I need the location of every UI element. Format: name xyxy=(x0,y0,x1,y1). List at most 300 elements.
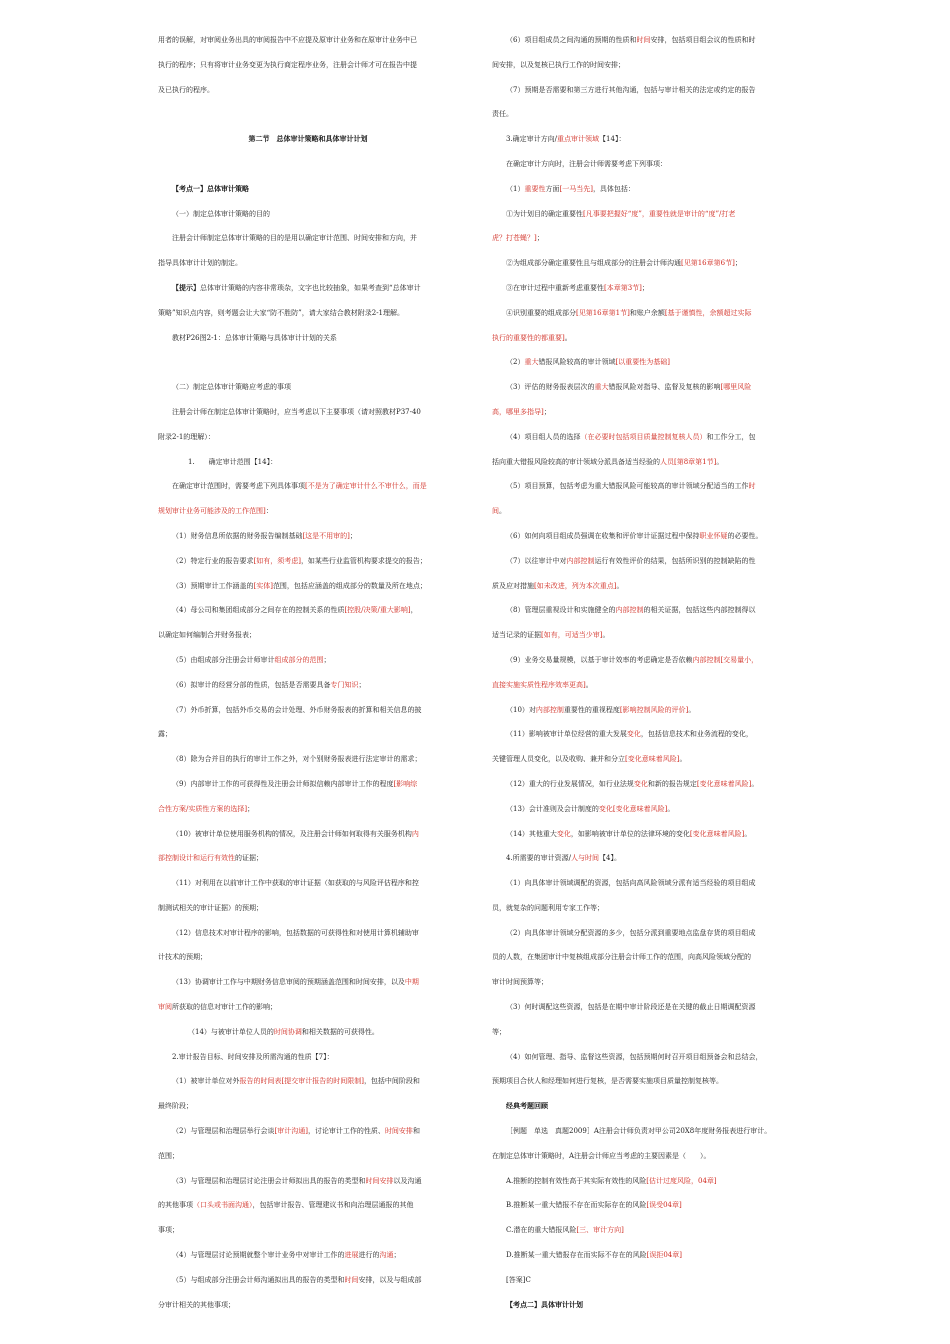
body-text: C.潜在的重大错报风险 xyxy=(506,1226,577,1235)
section-heading xyxy=(158,127,458,152)
body-text: [答案]C xyxy=(506,1275,531,1284)
body-text: 范围； xyxy=(158,1151,179,1160)
body-text: 运行有效性评价的结果，包括所识别的控制缺陷的性 xyxy=(594,556,756,565)
body-text: ， xyxy=(410,606,418,615)
body-text: （2）与管理层和治理层举行会谈 xyxy=(172,1127,275,1136)
text-line xyxy=(492,1243,792,1268)
body-text: （7）预期是否需要和第三方进行其他沟通，包括与审计相关的法定或约定的报告 xyxy=(506,85,756,94)
text-line xyxy=(492,1169,792,1194)
annotation-text: 时间协调 xyxy=(273,1027,302,1036)
topic-heading xyxy=(158,177,458,202)
body-text: 。 xyxy=(602,631,610,640)
body-text: 在确定审计方向时，注册会计师需要考虑下列事项： xyxy=(506,159,667,168)
body-text: （一）制定总体审计策略的目的 xyxy=(172,209,270,218)
annotation-text: 进展 xyxy=(344,1251,359,1260)
body-text: 。 xyxy=(564,333,572,342)
annotation-text: 时间 xyxy=(636,36,651,44)
body-text: （6）拟审计的经营分部的性质，包括是否需要具备 xyxy=(172,680,331,689)
body-text: 注册会计师在制定总体审计策略时，应当考虑以下主要事项（请对照教材P37-40 xyxy=(172,407,421,416)
text-line xyxy=(158,276,458,301)
body-text: 在制定总体审计策略时，A注册会计师应当考虑的主要因素是（ ）。 xyxy=(492,1151,711,1160)
body-text: 3.确定审计方向/ xyxy=(506,135,558,144)
annotation-text: 内部控制 xyxy=(535,705,564,714)
annotation-text: [以重要性为基础] xyxy=(615,358,670,367)
text-line xyxy=(492,772,792,797)
annotation-text: [误受04章] xyxy=(646,1201,682,1210)
text-line xyxy=(158,623,458,648)
text-line xyxy=(158,53,458,78)
annotation-text: 合性方案/实质性方案的选择] xyxy=(158,804,248,813)
annotation-text: 变化[变化意味着风险] xyxy=(598,804,668,813)
text-line xyxy=(158,1144,458,1169)
body-text: 括向重大错报风险较高的审计领域分派具备适当经验的 xyxy=(492,457,660,466)
body-text: ； xyxy=(247,804,255,813)
text-line xyxy=(492,474,792,499)
body-text: （11）影响被审计单位经营的重大发展 xyxy=(506,730,627,739)
annotation-text: 虎？打苍蝇？] xyxy=(492,234,537,243)
text-line xyxy=(158,499,458,524)
text-line xyxy=(492,177,792,202)
body-text: 的必要性。 xyxy=(727,531,763,540)
body-text: 质及应对措施 xyxy=(492,581,534,590)
body-text: ，包括审计报告、管理建议书和向治理层通报的其他 xyxy=(252,1201,414,1210)
body-text: 。 xyxy=(688,705,696,714)
body-text: 和新的报告规定 xyxy=(647,779,697,788)
body-text: （1） xyxy=(506,184,525,193)
annotation-text: [哪里风险 xyxy=(720,383,752,392)
body-text: 。 xyxy=(585,680,593,689)
body-text: 的证据； xyxy=(235,854,263,863)
body-text: 预期项目合伙人和经理如何进行复核，是否需要实施项目质量控制复核等。 xyxy=(492,1077,723,1086)
annotation-text: [变化意味着风险] xyxy=(625,755,680,764)
body-text: （5）与组成部分注册会计师沟通拟出具的报告的类型和 xyxy=(172,1275,345,1284)
body-text: ③在审计过程中重新考虑重要性 xyxy=(506,283,604,292)
body-text: （5）项目预算，包括考虑为重大错报风险可能较高的审计领域分配适当的工作 xyxy=(506,482,749,491)
text-line xyxy=(492,921,792,946)
body-text: （2）向具体审计领域分配资源的多少，包括分派到重要地点监盘存货的项目组成 xyxy=(506,928,756,937)
body-text: （13）会计准则及会计制度的 xyxy=(506,804,599,813)
annotation-text: 重要性 xyxy=(524,184,546,193)
body-text: 。 xyxy=(616,581,624,590)
body-text: （9）内部审计工作的可获得性及注册会计师拟信赖内部审计工作的程度 xyxy=(172,779,394,788)
text-line xyxy=(158,921,458,946)
body-text: 以确定如何编制合并财务报表； xyxy=(158,631,256,640)
text-line xyxy=(492,1144,792,1169)
body-text: （1）被审计单位对外 xyxy=(172,1077,240,1086)
body-text: 和相关数据的可获得性。 xyxy=(301,1027,379,1036)
text-line xyxy=(492,1193,792,1218)
body-text: 间安排，以及复核已执行工作的时间安排； xyxy=(492,60,625,69)
body-text: 安排，包括项目组会议的性质和时 xyxy=(650,36,756,44)
text-line xyxy=(158,673,458,698)
text-line xyxy=(158,722,458,747)
text-line xyxy=(492,350,792,375)
body-text: 第二节 总体审计策略和具体审计计划 xyxy=(248,134,368,144)
text-line xyxy=(492,1069,792,1094)
body-text: （10）对 xyxy=(506,705,536,714)
annotation-text: 时间安排 xyxy=(365,1176,394,1185)
annotation-text: 间 xyxy=(492,507,499,516)
body-text: （10）被审计单位使用服务机构的情况，及注册会计师如何取得有关服务机构 xyxy=(172,829,412,838)
topic-heading xyxy=(492,1094,792,1119)
annotation-text: 重大 xyxy=(524,358,539,367)
body-text: ，具体包括： xyxy=(592,184,635,193)
body-text: （7）以往审计中对 xyxy=(506,556,567,565)
body-text: （7）外币折算，包括外币交易的会计处理、外币财务报表的折算和相关信息的披 xyxy=(172,705,422,714)
annotation-text: [实体] xyxy=(253,581,273,590)
body-text: （1）向具体审计领域调配的资源，包括向高风险领域分派有适当经验的项目组成 xyxy=(506,879,756,888)
text-line xyxy=(158,226,458,251)
text-line xyxy=(158,1169,458,1194)
annotation-text: [基于谨慎性，余额超过实际 xyxy=(664,308,752,317)
annotation-text: 变化 xyxy=(626,730,641,739)
body-text: （二）制定总体审计策略应考虑的事项 xyxy=(172,383,291,392)
text-line xyxy=(158,28,458,53)
annotation-text: [如有，须考虑] xyxy=(253,556,301,565)
text-line xyxy=(492,1045,792,1070)
annotation-text: 规划审计业务可能涉及的工作范围] xyxy=(158,507,266,516)
annotation-text: 时间 xyxy=(344,1275,359,1284)
body-text: 【考点一】总体审计策略 xyxy=(172,183,249,193)
body-text: 所获取的信息对审计工作的影响； xyxy=(172,1003,277,1012)
body-text: （4）项目组人员的选择 xyxy=(506,432,581,441)
text-line xyxy=(158,1193,458,1218)
body-text: （4）与管理层讨论预期就整个审计业务中对审计工作的 xyxy=(172,1251,345,1260)
body-text: 和账户余额 xyxy=(629,308,665,317)
body-text: 。 xyxy=(679,755,687,764)
text-line xyxy=(158,78,458,103)
body-text: ，包括中间阶段和 xyxy=(363,1077,420,1086)
text-line xyxy=(492,871,792,896)
body-text: （2）特定行业的报告要求 xyxy=(172,556,254,565)
body-text: 。 xyxy=(667,804,675,813)
body-text: D.推断某一重大错报存在而实际不存在的风险 xyxy=(506,1251,647,1260)
text-line xyxy=(158,598,458,623)
text-line xyxy=(492,1218,792,1243)
body-text: （3）评估的财务报表层次的 xyxy=(506,383,595,392)
body-text: 方面 xyxy=(545,184,560,193)
body-text: ； xyxy=(641,283,649,292)
text-line xyxy=(492,202,792,227)
text-line xyxy=(492,53,792,78)
text-line xyxy=(158,1069,458,1094)
annotation-text: [影响控制风险的评价] xyxy=(619,705,689,714)
annotation-text: [不是为了确定审计什么不审什么，而是 xyxy=(305,482,427,491)
text-line xyxy=(492,574,792,599)
body-text: ； xyxy=(393,1251,401,1260)
annotation-text: 中期 xyxy=(404,978,419,987)
body-text: （3）与管理层和治理层讨论注册会计师拟出具的报告的类型和 xyxy=(172,1176,366,1185)
annotation-text: [如未改进，列为本次重点] xyxy=(534,581,617,590)
text-line xyxy=(492,822,792,847)
body-text: 安排，以及与组成部 xyxy=(358,1275,422,1284)
annotation-text: [变化意味着风险] xyxy=(689,829,745,838)
body-text: 【提示】 xyxy=(172,282,200,292)
text-line xyxy=(492,846,792,871)
text-line xyxy=(492,722,792,747)
body-text: 策略”知识点内容，则考题会让大家“防不胜防”，请大家结合教材附录2-1理解。 xyxy=(158,308,405,317)
text-line xyxy=(492,623,792,648)
body-text: ； xyxy=(734,259,742,268)
body-text: （11）对利用在以前审计工作中获取的审计证据（如获取的与风险评估程序和控 xyxy=(172,879,419,888)
text-line xyxy=(158,772,458,797)
text-line xyxy=(158,945,458,970)
text-line xyxy=(492,797,792,822)
body-text: 分审计相关的其他事项； xyxy=(158,1300,235,1309)
body-text: ； xyxy=(543,407,551,416)
body-text: 露； xyxy=(158,730,172,739)
body-text: （4）母公司和集团组成部分之间存在的控制关系的性质 xyxy=(172,606,345,615)
annotation-text: [估计过度风险，04章] xyxy=(646,1176,717,1185)
text-line xyxy=(492,945,792,970)
body-text: 和 xyxy=(412,1127,420,1136)
text-line xyxy=(158,995,458,1020)
body-text: 和工作分工，包 xyxy=(706,432,756,441)
body-text: 。 xyxy=(744,829,752,838)
annotation-text: 内部控制[交易量小， xyxy=(692,655,759,664)
text-line xyxy=(158,1268,458,1293)
text-line xyxy=(158,524,458,549)
right-column xyxy=(492,28,792,1317)
text-line xyxy=(158,400,458,425)
body-text: （12）信息技术对审计程序的影响，包括数据的可获得性和对使用计算机辅助审 xyxy=(172,928,419,937)
body-text: ； xyxy=(536,234,544,243)
text-line xyxy=(492,375,792,400)
text-line xyxy=(158,896,458,921)
body-text: 错报风险较高的审计领域 xyxy=(538,358,616,367)
body-text: （6）项目组成员之间沟通的预期的性质和 xyxy=(506,36,637,44)
body-text: ，包括信息技术和业务流程的变化， xyxy=(640,730,753,739)
body-text: ②为组成部分确定重要性且与组成部分的注册会计师沟通 xyxy=(506,259,681,268)
text-line xyxy=(158,846,458,871)
body-text: 及已执行的程序。 xyxy=(158,85,214,94)
text-line xyxy=(492,524,792,549)
body-text: 员的人数，在集团审计中复核组成部分注册会计师工作的范围，向高风险领域分配的 xyxy=(492,953,751,962)
body-text: 错报风险对指导、监督及复核的影响 xyxy=(608,383,721,392)
text-line xyxy=(158,1243,458,1268)
annotation-text: 组成部分的范围 xyxy=(274,655,324,664)
text-line xyxy=(492,747,792,772)
text-line xyxy=(158,375,458,400)
text-line xyxy=(158,251,458,276)
annotation-text: 时 xyxy=(748,482,756,491)
body-text: 2.审计报告目标、时间安排及所需沟通的性质【7】： xyxy=(172,1052,334,1061)
annotation-text: [本章第3节] xyxy=(604,283,642,292)
annotation-text: 内部控制 xyxy=(615,606,644,615)
text-line xyxy=(492,425,792,450)
body-text: 重要性的重视程度 xyxy=(563,705,620,714)
annotation-text: 高，哪里多指导] xyxy=(492,407,544,416)
body-text: （14）其他重大 xyxy=(506,829,557,838)
annotation-text: 职业怀疑 xyxy=(699,531,728,540)
text-line xyxy=(492,400,792,425)
body-text: （1）财务信息所依据的财务报告编制基础 xyxy=(172,531,303,540)
body-text: ； xyxy=(358,680,366,689)
text-line xyxy=(492,648,792,673)
text-line xyxy=(492,598,792,623)
body-text: ［例题 单选 真题2009］A注册会计师负责对甲公司20X8年度财务报表进行审计。 xyxy=(506,1127,772,1136)
body-text: 等； xyxy=(492,1027,506,1036)
annotation-text: 执行的重要性的都重要] xyxy=(492,333,565,342)
body-text: 事项； xyxy=(158,1226,179,1235)
annotation-text: 重大 xyxy=(594,383,609,392)
body-text: 的相关证据，包括这些内部控制得以 xyxy=(643,606,756,615)
annotation-text: [如有，可适当少审] xyxy=(541,631,603,640)
body-text: 在确定审计范围时，需要考虑下列具体事项 xyxy=(172,482,305,491)
text-line xyxy=(158,1045,458,1070)
body-text: （6）如何向项目组成员强调在收集和评价审计证据过程中保持 xyxy=(506,531,700,540)
annotation-text: 部控制设计和运行有效性 xyxy=(158,854,235,863)
annotation-text: [一马当先] xyxy=(559,184,593,193)
body-text: 【考点二】具体审计计划 xyxy=(506,1299,583,1309)
text-line xyxy=(158,970,458,995)
body-text: 员，就复杂的问题利用专家工作等； xyxy=(492,903,604,912)
body-text: 总体审计策略的内容非常琐杂，文字也比较抽象，如果考查到“总体审计 xyxy=(200,283,421,292)
annotation-text: 人与时间 xyxy=(571,854,600,863)
text-line xyxy=(158,747,458,772)
text-line xyxy=(158,1094,458,1119)
body-text: 经典考题回顾 xyxy=(506,1101,548,1111)
text-line xyxy=(158,474,458,499)
annotation-text: [变化意味着风险] xyxy=(696,779,752,788)
body-text: ； xyxy=(349,531,357,540)
text-line xyxy=(492,78,792,103)
annotation-text: 内 xyxy=(411,829,419,838)
body-text: ； xyxy=(323,655,331,664)
text-line xyxy=(492,450,792,475)
body-text: 的其他事项 xyxy=(158,1201,193,1210)
text-line xyxy=(158,425,458,450)
text-line xyxy=(492,276,792,301)
text-line xyxy=(492,1268,792,1293)
annotation-text: [凡事要把握好“度”，重要性就是审计的“度”/打老 xyxy=(583,209,736,218)
body-text: （5）由组成部分注册会计师审计 xyxy=(172,655,275,664)
annotation-text: 重点审计领域 xyxy=(557,135,600,144)
annotation-text: 直接实施实质性程序效率更高] xyxy=(492,680,586,689)
annotation-text: 审阅 xyxy=(158,1003,172,1012)
blank-line xyxy=(158,102,458,127)
text-line xyxy=(492,499,792,524)
body-text: B.推断某一重大错报不存在而实际存在的风险 xyxy=(506,1201,647,1210)
annotation-text: [误拒04章] xyxy=(646,1251,682,1260)
text-line xyxy=(492,1119,792,1144)
annotation-text: 沟通 xyxy=(379,1251,394,1260)
annotation-text: [见第16章第1节] xyxy=(576,308,630,317)
text-line xyxy=(492,326,792,351)
blank-line xyxy=(158,152,458,177)
text-line xyxy=(158,549,458,574)
annotation-text: [这是不用审的] xyxy=(302,531,350,540)
topic-heading xyxy=(492,1293,792,1318)
body-text: 关键管理人员变化，以及收购、兼并和分立 xyxy=(492,755,625,764)
annotation-text: [审计沟通] xyxy=(274,1127,308,1136)
text-line xyxy=(492,127,792,152)
body-text: （4）如何管理、指导、监督这些资源，包括预期何时召开项目组预备会和总结会， xyxy=(506,1052,763,1061)
text-line xyxy=(492,549,792,574)
body-text: ④识别重要的组成部分 xyxy=(506,308,576,317)
text-line xyxy=(158,1119,458,1144)
annotation-text: 专门知识 xyxy=(330,680,359,689)
body-text: （9）业务交易量规模，以基于审计效率的考虑确定是否依赖 xyxy=(506,655,693,664)
text-line xyxy=(158,1293,458,1318)
text-line xyxy=(158,871,458,896)
annotation-text: 报告的时间表[提交审计报告的时间限制] xyxy=(239,1077,364,1086)
text-line xyxy=(158,1218,458,1243)
body-text: ： xyxy=(265,507,273,516)
text-line xyxy=(158,574,458,599)
left-column xyxy=(158,28,458,1317)
text-line xyxy=(158,698,458,723)
text-line xyxy=(492,102,792,127)
text-line xyxy=(492,226,792,251)
annotation-text: （口头或书面沟通） xyxy=(193,1201,253,1210)
body-text: 附录2-1的理解）： xyxy=(158,432,215,441)
text-line xyxy=(492,28,792,53)
text-line xyxy=(492,152,792,177)
text-line xyxy=(492,970,792,995)
body-text: ①为计划目的确定重要性 xyxy=(506,209,583,218)
text-line xyxy=(158,648,458,673)
body-text: 审计时间预算等； xyxy=(492,978,548,987)
body-text: （8）管理层重视设计和实施健全的 xyxy=(506,606,616,615)
annotation-text: （在必要时包括项目质量控制复核人员） xyxy=(580,432,707,441)
annotation-text: [影响综 xyxy=(393,779,418,788)
body-text: ，如影响被审计单位的法律环境的变化 xyxy=(570,829,690,838)
body-text: 教材P26图2-1：总体审计策略与具体审计计划的关系 xyxy=(172,333,337,342)
body-text: （14）与被审计单位人员的 xyxy=(188,1027,274,1036)
body-text: 用者的误解，对审阅业务出具的审阅报告中不应提及原审计业务和在原审计业务中已 xyxy=(158,36,417,44)
body-text: 【4】。 xyxy=(599,854,622,863)
body-text: 执行的程序；只有将审计业务变更为执行商定程序业务，注册会计师才可在报告中提 xyxy=(158,60,417,69)
text-line xyxy=(158,1020,458,1045)
body-text: （8）除为合并目的执行的审计工作之外，对个别财务报表进行法定审计的需求； xyxy=(172,755,422,764)
body-text: 1. 确定审计范围【14】： xyxy=(188,457,278,466)
body-text: 制测试相关的审计证据）的预期； xyxy=(158,903,263,912)
annotation-text: 人员[第8章第1节] xyxy=(660,457,717,466)
text-line xyxy=(158,301,458,326)
body-text: （13）协调审计工作与中期财务信息审阅的预期涵盖范围和时间安排，以及 xyxy=(172,978,405,987)
body-text: 进行的 xyxy=(358,1251,380,1260)
body-text: 【14】： xyxy=(599,135,626,144)
text-line xyxy=(492,1020,792,1045)
annotation-text: 时间安排 xyxy=(384,1127,413,1136)
text-line xyxy=(158,202,458,227)
body-text: ，如某些行业监管机构要求提交的报告； xyxy=(300,556,427,565)
text-line xyxy=(492,896,792,921)
text-line xyxy=(158,326,458,351)
text-line xyxy=(492,251,792,276)
annotation-text: [见第16章第6节] xyxy=(681,259,735,268)
annotation-text: 内部控制 xyxy=(566,556,595,565)
body-text: ，讨论审计工作的性质、 xyxy=(307,1127,385,1136)
text-line xyxy=(492,995,792,1020)
body-text: 最终阶段； xyxy=(158,1102,193,1111)
blank-line xyxy=(158,350,458,375)
body-text: 适当记录的证据 xyxy=(492,631,541,640)
body-text: 。 xyxy=(751,779,759,788)
body-text: （3）预期审计工作涵盖的 xyxy=(172,581,254,590)
annotation-text: 变化 xyxy=(556,829,571,838)
body-text: 4.所需要的审计资源/ xyxy=(506,854,572,863)
annotation-text: [控股/决策/重大影响] xyxy=(344,606,411,615)
annotation-text: 变化 xyxy=(633,779,648,788)
body-text: 以及沟通 xyxy=(393,1176,422,1185)
body-text: A.推断的控制有效性高于其实际有效性的风险 xyxy=(506,1176,647,1185)
annotation-text: [三、审计方向] xyxy=(576,1226,624,1235)
body-text: （12）重大的行业发展情况，如行业法规 xyxy=(506,779,634,788)
body-text: （2） xyxy=(506,358,525,367)
body-text: 指导具体审计计划的制定。 xyxy=(158,259,242,268)
